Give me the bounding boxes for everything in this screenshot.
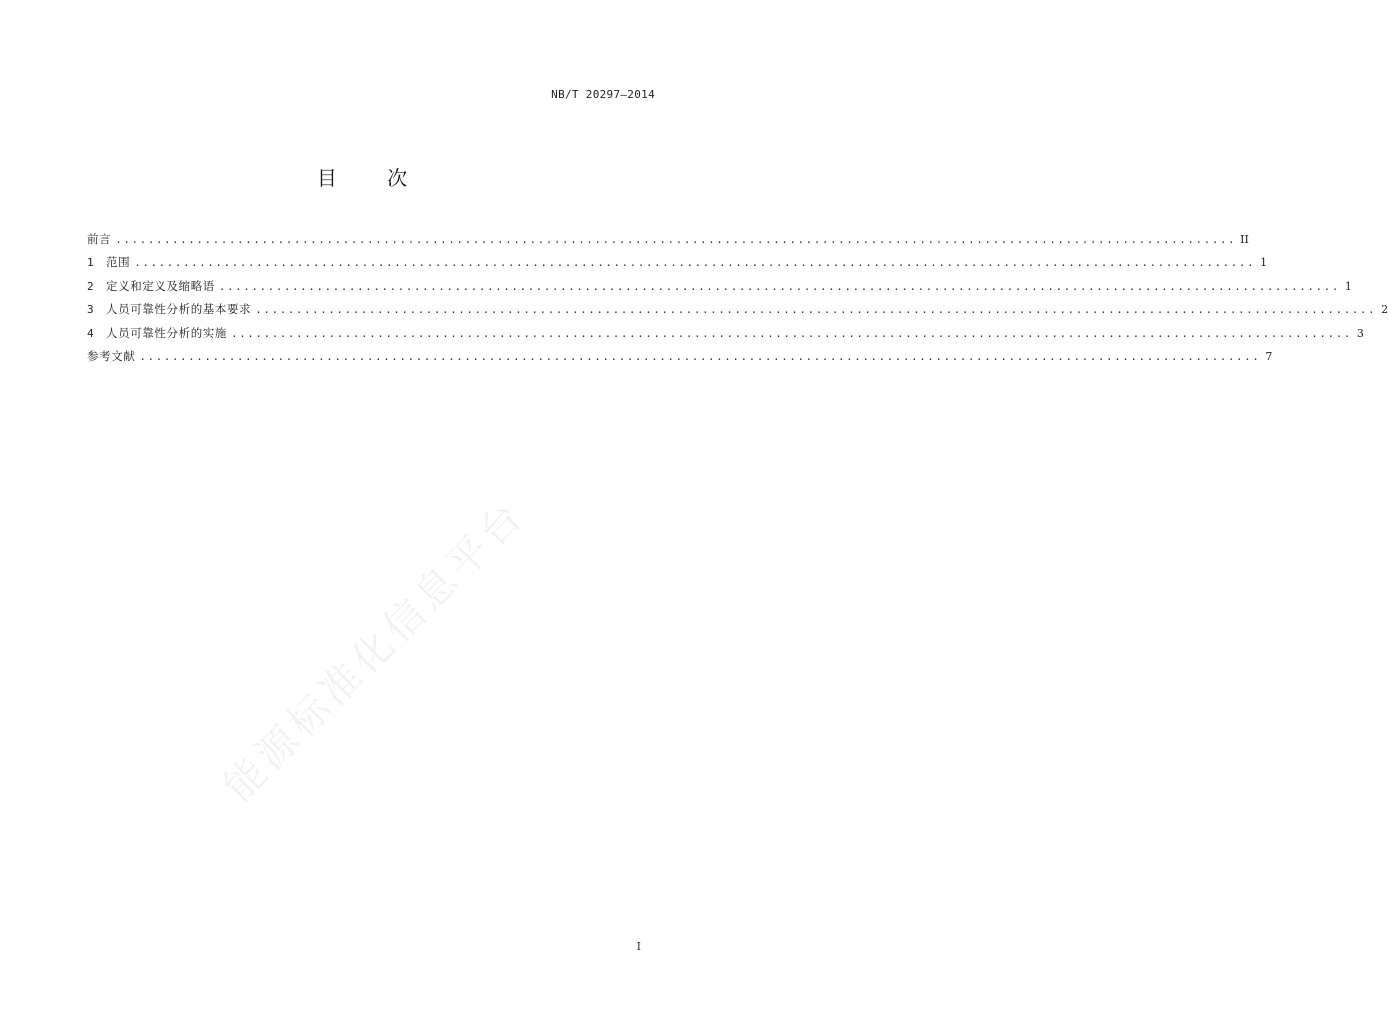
toc-entry-number: 3 [87, 303, 94, 317]
toc-entry-label: 人员可靠性分析的实施 [106, 325, 227, 340]
toc-entry-page: 1 [1260, 256, 1268, 270]
toc-entry-label: 范围 [106, 255, 131, 270]
toc-leader-dots: .......................................................................................................................................... [255, 303, 1377, 317]
toc-entry-label: 前言 [87, 232, 112, 246]
toc-list [87, 228, 1388, 368]
toc-entry-page: 1 [1344, 279, 1352, 293]
toc-entry-number: 1 [87, 256, 94, 270]
standard-number: NB/T 20297—2014 [551, 88, 655, 101]
toc-entry-implementation[interactable] [87, 322, 1364, 345]
page-title: 目 次 [316, 166, 430, 190]
watermark: 能源标准化信息平台 [215, 491, 535, 811]
toc-entry-label: 人员可靠性分析的基本要求 [106, 302, 252, 317]
toc-leader-dots: .......................................................................................................................................... [115, 233, 1237, 246]
toc-entry-page: 3 [1356, 326, 1364, 340]
toc-entry-foreword[interactable] [87, 228, 1249, 251]
toc-entry-label: 参考文献 [87, 348, 136, 363]
toc-entry-page: 2 [1381, 303, 1388, 317]
toc-leader-dots: .......................................................................................................................................... [139, 349, 1261, 363]
page-number: I [636, 940, 641, 953]
toc-entry-number: 2 [87, 279, 94, 293]
toc-entry-label: 定义和定义及缩略语 [106, 278, 215, 293]
toc-leader-dots: .......................................................................................................................................... [218, 279, 1340, 293]
toc-entry-number: 4 [87, 326, 94, 340]
toc-entry-references[interactable] [87, 345, 1273, 368]
toc-entry-basic-requirements[interactable] [87, 298, 1388, 321]
toc-leader-dots: .......................................................................................................................................... [231, 326, 1352, 340]
toc-entry-page: 7 [1265, 349, 1273, 363]
toc-entry-scope[interactable] [87, 251, 1268, 274]
toc-entry-page: II [1240, 233, 1249, 246]
toc-leader-dots: .......................................................................................................................................... [134, 256, 1256, 270]
toc-entry-definitions[interactable] [87, 275, 1352, 298]
